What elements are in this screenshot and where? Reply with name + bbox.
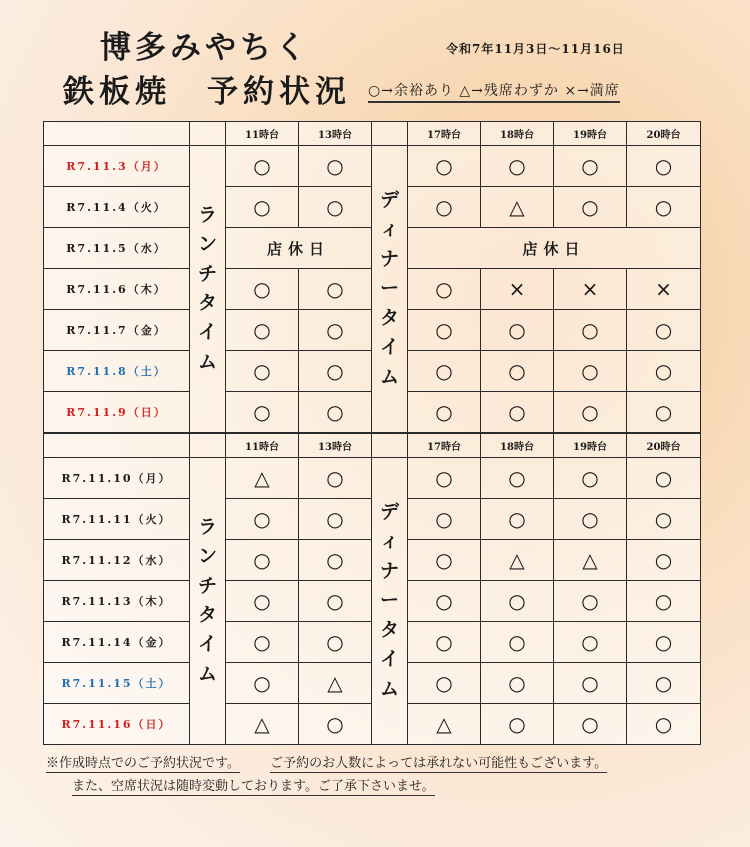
date-cell: R7.11.7（金） <box>44 310 190 351</box>
reservation-table-week2 <box>43 433 701 745</box>
availability-cell: ○ <box>481 458 554 499</box>
availability-cell: ○ <box>408 310 481 351</box>
availability-cell: ○ <box>554 146 627 187</box>
closed-day-lunch: 店休日 <box>226 228 372 269</box>
availability-cell: ○ <box>408 187 481 228</box>
date-cell: R7.11.10（月） <box>44 458 190 499</box>
availability-cell: ○ <box>481 622 554 663</box>
date-cell: R7.11.3（月） <box>44 146 190 187</box>
availability-cell: ○ <box>481 581 554 622</box>
availability-cell: ○ <box>481 499 554 540</box>
availability-cell: ○ <box>226 269 299 310</box>
header-blank <box>190 122 226 146</box>
header-blank <box>44 122 190 146</box>
availability-cell: ○ <box>481 146 554 187</box>
date-cell: R7.11.8（土） <box>44 351 190 392</box>
header-blank <box>44 434 190 458</box>
availability-cell: × <box>481 269 554 310</box>
closed-day-dinner: 店休日 <box>408 228 701 269</box>
availability-cell: △ <box>481 540 554 581</box>
availability-cell: ○ <box>226 622 299 663</box>
page-title: 鉄板焼 予約状況 <box>63 74 351 110</box>
time-slot-header: 17時台 <box>408 122 481 146</box>
availability-cell: × <box>627 269 701 310</box>
date-cell: R7.11.14（金） <box>44 622 190 663</box>
time-slot-header: 11時台 <box>226 434 299 458</box>
availability-cell: ○ <box>627 187 701 228</box>
date-cell: R7.11.5（水） <box>44 228 190 269</box>
availability-cell: ○ <box>226 310 299 351</box>
legend <box>368 80 620 100</box>
availability-cell: ○ <box>627 704 701 745</box>
availability-cell: △ <box>226 458 299 499</box>
availability-cell: ○ <box>299 622 372 663</box>
lunch-time-label: ラ ン チ タ イ ム <box>190 146 226 433</box>
availability-cell: ○ <box>408 581 481 622</box>
availability-cell: ○ <box>554 351 627 392</box>
availability-cell: ○ <box>226 499 299 540</box>
availability-cell: ○ <box>226 392 299 433</box>
availability-cell: △ <box>226 704 299 745</box>
note-line: ご予約のお人数によっては承れない可能性もございます。 <box>270 756 608 771</box>
availability-cell: ○ <box>627 540 701 581</box>
period-text: 令和7年11月3日～11月16日 <box>446 42 625 56</box>
availability-cell: ○ <box>299 581 372 622</box>
availability-cell: △ <box>554 540 627 581</box>
availability-cell: ○ <box>627 392 701 433</box>
time-slot-header: 20時台 <box>627 122 701 146</box>
availability-cell: ○ <box>554 704 627 745</box>
availability-cell: ○ <box>627 499 701 540</box>
availability-cell: ○ <box>481 351 554 392</box>
time-slot-header: 19時台 <box>554 122 627 146</box>
dinner-time-label: デ ィ ナ ー タ イ ム <box>372 458 408 745</box>
reservation-table-week1 <box>43 121 701 433</box>
availability-cell: △ <box>299 663 372 704</box>
availability-cell: ○ <box>299 310 372 351</box>
date-cell: R7.11.13（木） <box>44 581 190 622</box>
date-cell: R7.11.6（木） <box>44 269 190 310</box>
availability-cell: ○ <box>627 458 701 499</box>
availability-cell: ○ <box>299 392 372 433</box>
availability-cell: ○ <box>481 704 554 745</box>
availability-cell: × <box>554 269 627 310</box>
availability-cell: ○ <box>226 146 299 187</box>
header-blank <box>372 122 408 146</box>
availability-cell: ○ <box>299 269 372 310</box>
date-cell: R7.11.12（水） <box>44 540 190 581</box>
date-cell: R7.11.4（火） <box>44 187 190 228</box>
availability-cell: ○ <box>481 310 554 351</box>
date-cell: R7.11.11（火） <box>44 499 190 540</box>
dinner-time-label: デ ィ ナ ー タ イ ム <box>372 146 408 433</box>
note-line: ※作成時点でのご予約状況です。 <box>46 756 240 771</box>
availability-cell: ○ <box>299 351 372 392</box>
availability-cell: ○ <box>226 540 299 581</box>
availability-cell: ○ <box>554 663 627 704</box>
availability-cell: ○ <box>299 187 372 228</box>
availability-cell: ○ <box>627 351 701 392</box>
availability-cell: ○ <box>299 704 372 745</box>
time-slot-header: 20時台 <box>627 434 701 458</box>
availability-cell: ○ <box>554 392 627 433</box>
availability-cell: ○ <box>299 146 372 187</box>
availability-cell: ○ <box>408 622 481 663</box>
availability-cell: ○ <box>554 187 627 228</box>
availability-cell: ○ <box>481 663 554 704</box>
header-blank <box>190 434 226 458</box>
availability-cell: △ <box>481 187 554 228</box>
availability-cell: ○ <box>554 622 627 663</box>
time-slot-header: 19時台 <box>554 434 627 458</box>
availability-cell: ○ <box>299 499 372 540</box>
availability-cell: ○ <box>408 392 481 433</box>
availability-cell: ○ <box>226 581 299 622</box>
time-slot-header: 18時台 <box>481 122 554 146</box>
lunch-time-label: ラ ン チ タ イ ム <box>190 458 226 745</box>
availability-cell: ○ <box>627 622 701 663</box>
availability-cell: ○ <box>408 663 481 704</box>
availability-cell: ○ <box>627 663 701 704</box>
time-slot-header: 11時台 <box>226 122 299 146</box>
availability-cell: ○ <box>554 581 627 622</box>
availability-cell: ○ <box>226 187 299 228</box>
date-cell: R7.11.9（日） <box>44 392 190 433</box>
availability-cell: ○ <box>627 310 701 351</box>
availability-cell: ○ <box>408 146 481 187</box>
time-slot-header: 17時台 <box>408 434 481 458</box>
header-blank <box>372 434 408 458</box>
availability-cell: ○ <box>554 499 627 540</box>
availability-cell: ○ <box>554 310 627 351</box>
date-cell: R7.11.16（日） <box>44 704 190 745</box>
availability-cell: ○ <box>408 269 481 310</box>
availability-cell: ○ <box>627 146 701 187</box>
availability-cell: ○ <box>299 540 372 581</box>
time-slot-header: 18時台 <box>481 434 554 458</box>
availability-cell: ○ <box>408 540 481 581</box>
availability-cell: ○ <box>408 499 481 540</box>
availability-cell: ○ <box>481 392 554 433</box>
note-line: また、空席状況は随時変動しております。ご了承下さいませ。 <box>72 779 435 794</box>
availability-cell: ○ <box>226 663 299 704</box>
date-cell: R7.11.15（土） <box>44 663 190 704</box>
availability-cell: ○ <box>408 458 481 499</box>
time-slot-header: 13時台 <box>299 122 372 146</box>
restaurant-name: 博多みやちく <box>100 30 310 66</box>
availability-cell: ○ <box>226 351 299 392</box>
availability-cell: △ <box>408 704 481 745</box>
legend-text: ○→余裕あり △→残席わずか ×→満席 <box>368 83 620 99</box>
availability-cell: ○ <box>299 458 372 499</box>
time-slot-header: 13時台 <box>299 434 372 458</box>
availability-cell: ○ <box>554 458 627 499</box>
notes <box>46 752 750 798</box>
availability-cell: ○ <box>627 581 701 622</box>
availability-cell: ○ <box>408 351 481 392</box>
